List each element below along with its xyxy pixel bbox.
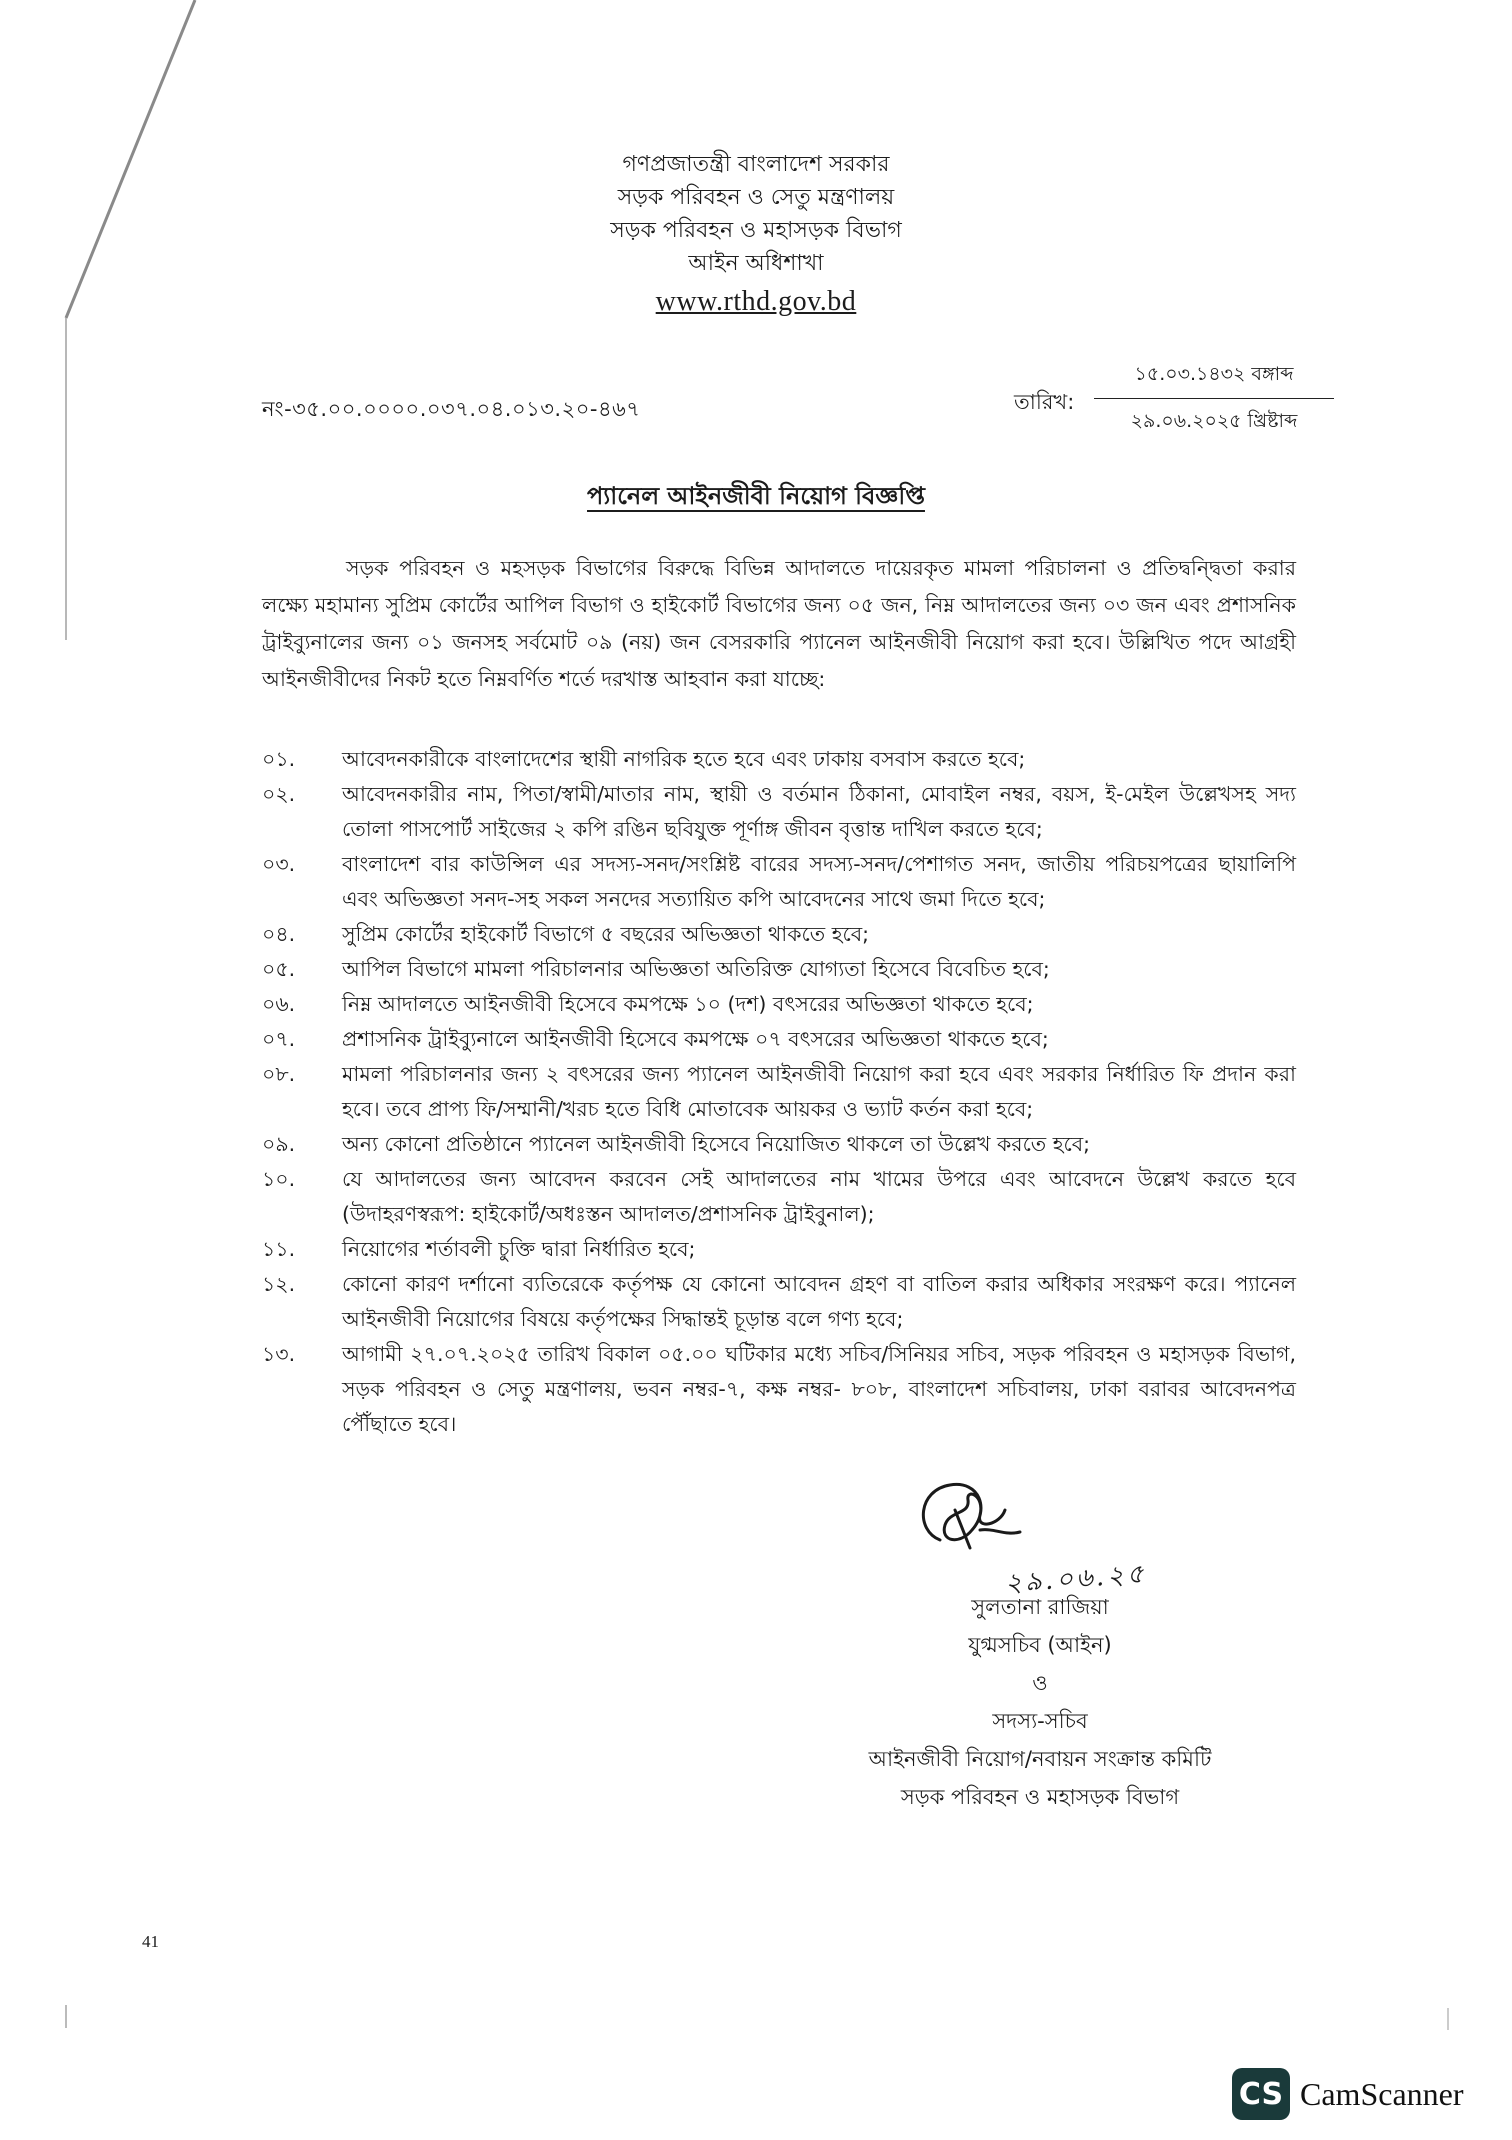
memo-number: নং-৩৫.০০.০০০০.০৩৭.০৪.০১৩.২০-৪৬৭: [262, 397, 641, 421]
signatory-conjunction: ও: [1032, 1671, 1048, 1695]
conditions-list: [262, 742, 1296, 1442]
intro-paragraph: সড়ক পরিবহন ও মহসড়ক বিভাগের বিরুদ্ধে বিভিন্ন আদালতে দায়েরকৃত মামলা পরিচালনা ও প্রতিদ্বন্দ্বিতা করার লক্ষ্যে মহামান্য সুপ্রিম কোর্টের আপিল বিভাগ ও হাইকোর্ট বিভাগের জন্য ০৫ জন, নিম্ন আদালতের জন্য ০৩ জন এবং প্রশাসনিক ট্রাইব্যুনালের জন্য ০১ জনসহ সর্বমোট ০৯ (নয়) জন বেসরকারি প্যানেল আইনজীবী নিয়োগ করা হবে। উল্লিখিত পদে আগ্রহী আইনজীবীদের নিকট হতে নিম্নবর্ণিত শর্তে দরখাস্ত আহবান করা যাচ্ছে:: [262, 556, 1296, 691]
notice-title-text: প্যানেল আইনজীবী নিয়োগ বিজ্ঞপ্তি: [587, 482, 925, 510]
camscanner-text: CamScanner: [1300, 2075, 1464, 2112]
condition-item: [262, 742, 1296, 777]
condition-number: ০৫.: [262, 957, 296, 981]
branch-line: আইন অধিশাখা: [688, 251, 824, 276]
signatory-name: সুলতানা রাজিয়া: [971, 1595, 1109, 1619]
page-number: 41: [142, 1932, 159, 1951]
condition-text: যে আদালতের জন্য আবেদন করবেন সেই আদালতের নাম খামের উপরে এবং আবেদনে উল্লেখ করতে হবে (উদাহরণস্বরূপ: হাইকোর্ট/অধঃস্তন আদালত/প্রশাসনিক ট্রাইবুনাল);: [342, 1167, 1296, 1226]
date-label: তারিখ:: [1014, 390, 1075, 414]
condition-text: বাংলাদেশ বার কাউন্সিল এর সদস্য-সনদ/সংশ্লিষ্ট বারের সদস্য-সনদ/পেশাগত সনদ, জাতীয় পরিচয়পত্রের ছায়ালিপি এবং অভিজ্ঞতা সনদ-সহ সকল সনদের সত্যায়িত কপি আবেদনের সাথে জমা দিতে হবে;: [342, 852, 1296, 911]
division-line: সড়ক পরিবহন ও মহাসড়ক বিভাগ: [610, 218, 902, 243]
signatory-role: সদস্য-সচিব: [992, 1709, 1088, 1733]
office-header: [0, 148, 1512, 318]
signature-date: ২৯.০৬.২৫: [1004, 1559, 1148, 1599]
condition-text: কোনো কারণ দর্শানো ব্যতিরেকে কর্তৃপক্ষ যে কোনো আবেদন গ্রহণ বা বাতিল করার অধিকার সংরক্ষণ করে। প্যানেল আইনজীবী নিয়োগের বিষয়ে কর্তৃপক্ষের সিদ্ধান্তই চূড়ান্ত বলে গণ্য হবে;: [342, 1272, 1296, 1331]
condition-text: নিয়োগের শর্তাবলী চুক্তি দ্বারা নির্ধারিত হবে;: [342, 1237, 696, 1261]
condition-item: [262, 1267, 1296, 1337]
camscanner-logo-icon: CS: [1232, 2068, 1290, 2120]
condition-number: ০৪.: [262, 922, 296, 946]
condition-text: মামলা পরিচালনার জন্য ২ বৎসরের জন্য প্যানেল আইনজীবী নিয়োগ করা হবে এবং সরকার নির্ধারিত ফি প্রদান করা হবে। তবে প্রাপ্য ফি/সম্মানী/খরচ হতে বিধি মোতাবেক আয়কর ও ভ্যাট কর্তন করা হবে;: [342, 1062, 1296, 1121]
condition-item: [262, 1022, 1296, 1057]
condition-item: [262, 777, 1296, 847]
condition-text: প্রশাসনিক ট্রাইব্যুনালে আইনজীবী হিসেবে কমপক্ষে ০৭ বৎসরের অভিজ্ঞতা থাকতে হবে;: [342, 1027, 1049, 1051]
condition-text: নিম্ন আদালতে আইনজীবী হিসেবে কমপক্ষে ১০ (দশ) বৎসরের অভিজ্ঞতা থাকতে হবে;: [342, 992, 1034, 1016]
camscanner-watermark: [1232, 2068, 1464, 2120]
condition-number: ১৩.: [262, 1342, 296, 1366]
condition-number: ১০.: [262, 1167, 296, 1191]
signature-block: [760, 1470, 1320, 1870]
condition-number: ১১.: [262, 1237, 296, 1261]
condition-text: আগামী ২৭.০৭.২০২৫ তারিখ বিকাল ০৫.০০ ঘটিকার মধ্যে সচিব/সিনিয়র সচিব, সড়ক পরিবহন ও মহাসড়ক বিভাগ, সড়ক পরিবহন ও সেতু মন্ত্রণালয়, ভবন নম্বর-৭, কক্ষ নম্বর- ৮০৮, বাংলাদেশ সচিবালয়, ঢাকা বরাবর আবেদনপত্র পৌঁছাতে হবে।: [342, 1342, 1296, 1436]
condition-item: [262, 1337, 1296, 1442]
signatory-committee: আইনজীবী নিয়োগ/নবায়ন সংক্রান্ত কমিটি: [868, 1747, 1212, 1771]
date-values: [1094, 360, 1334, 439]
condition-number: ০৮.: [262, 1062, 296, 1086]
condition-text: আবেদনকারীর নাম, পিতা/স্বামী/মাতার নাম, স্থায়ী ও বর্তমান ঠিকানা, মোবাইল নম্বর, বয়স, ই-মেইল উল্লেখসহ সদ্য তোলা পাসপোর্ট সাইজের ২ কপি রঙিন ছবিযুক্ত পূর্ণাঙ্গ জীবন বৃত্তান্ত দাখিল করতে হবে;: [342, 782, 1296, 841]
condition-item: [262, 917, 1296, 952]
condition-number: ১২.: [262, 1272, 296, 1296]
condition-number: ০৭.: [262, 1027, 296, 1051]
date-block: [1014, 360, 1334, 440]
signatory-designation: যুগ্মসচিব (আইন): [968, 1633, 1112, 1657]
government-line: গণপ্রজাতন্ত্রী বাংলাদেশ সরকার: [622, 152, 890, 177]
condition-text: অন্য কোনো প্রতিষ্ঠানে প্যানেল আইনজীবী হিসেবে নিয়োজিত থাকলে তা উল্লেখ করতে হবে;: [342, 1132, 1091, 1156]
ministry-line: সড়ক পরিবহন ও সেতু মন্ত্রণালয়: [617, 185, 895, 210]
signatory-details: [760, 1588, 1320, 1816]
condition-number: ০৩.: [262, 852, 296, 876]
condition-text: আপিল বিভাগে মামলা পরিচালনার অভিজ্ঞতা অতিরিক্ত যোগ্যতা হিসেবে বিবেচিত হবে;: [342, 957, 1050, 981]
condition-number: ০৬.: [262, 992, 296, 1016]
website-link[interactable]: www.rthd.gov.bd: [655, 286, 857, 317]
date-gregorian: ২৯.০৬.২০২৫ খ্রিষ্টাব্দ: [1130, 410, 1298, 432]
signatory-department: সড়ক পরিবহন ও মহাসড়ক বিভাগ: [900, 1785, 1180, 1809]
condition-item: [262, 1162, 1296, 1232]
date-bangla: ১৫.০৩.১৪৩২ বঙ্গাব্দ: [1094, 360, 1334, 399]
condition-text: সুপ্রিম কোর্টের হাইকোর্ট বিভাগে ৫ বছরের অভিজ্ঞতা থাকতে হবে;: [342, 922, 870, 946]
condition-item: [262, 952, 1296, 987]
condition-item: [262, 1232, 1296, 1267]
condition-text: আবেদনকারীকে বাংলাদেশের স্থায়ী নাগরিক হতে হবে এবং ঢাকায় বসবাস করতে হবে;: [342, 747, 1026, 771]
condition-item: [262, 987, 1296, 1022]
condition-number: ০৯.: [262, 1132, 296, 1156]
condition-item: [262, 1057, 1296, 1127]
condition-number: ০১.: [262, 747, 296, 771]
notice-title: [0, 478, 1512, 518]
condition-item: [262, 1127, 1296, 1162]
condition-number: ০২.: [262, 782, 296, 806]
condition-item: [262, 847, 1296, 917]
